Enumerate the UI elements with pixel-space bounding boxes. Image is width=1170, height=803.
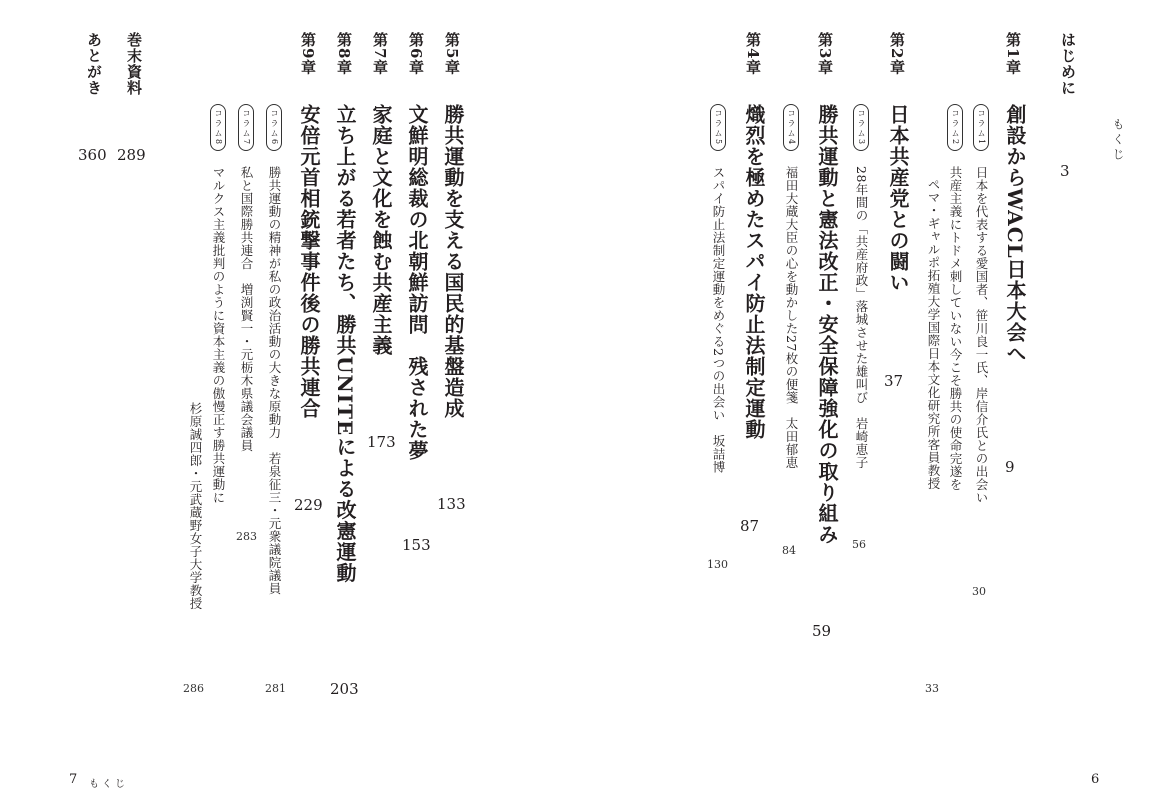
- column-1-title[interactable]: 日本を代表する愛国者、笹川良一氏、岸信介氏との出会い: [974, 166, 989, 504]
- column-2-badge: コラム2: [947, 104, 963, 151]
- chapter-9-title[interactable]: 安倍元首相銃撃事件後の勝共連合: [297, 104, 321, 419]
- chapter-5-page-number: 133: [437, 495, 466, 513]
- column-1-page-number: 30: [972, 585, 986, 598]
- column-3-badge: コラム3: [853, 104, 869, 151]
- chapter-9-page-number: 229: [294, 496, 323, 514]
- chapter-8-title[interactable]: 立ち上がる若者たち、勝共UNITEによる改憲運動: [333, 104, 357, 584]
- chapter-3-title[interactable]: 勝共運動と憲法改正・安全保障強化の取り組み: [815, 104, 839, 545]
- column-3-title[interactable]: 28年間の「共産府政」落城させた雄叫び 岩崎恵子: [854, 166, 869, 469]
- column-2-title[interactable]: 共産主義にトドメ刺していない今こそ勝共の使命完遂を: [948, 166, 963, 491]
- appendix-page-number: 289: [117, 146, 146, 164]
- column-5-page-number: 130: [707, 558, 728, 571]
- afterword-label[interactable]: あとがき: [85, 32, 103, 96]
- column-8-page-number: 286: [183, 682, 204, 695]
- chapter-1-label: 第1章: [1004, 32, 1022, 76]
- appendix-label[interactable]: 巻末資料: [125, 32, 143, 96]
- running-header: もくじ: [1111, 118, 1125, 163]
- chapter-5-label: 第5章: [443, 32, 461, 76]
- chapter-7-title[interactable]: 家庭と文化を蝕む共産主義: [369, 104, 393, 356]
- chapter-7-page-number: 173: [367, 433, 396, 451]
- column-7-badge: コラム7: [238, 104, 254, 151]
- column-7-page-number: 283: [236, 530, 257, 543]
- chapter-6-label: 第6章: [407, 32, 425, 76]
- column-6-title[interactable]: 勝共運動の精神が私の政治活動の大きな原動力 若泉征三・元衆議院議員: [267, 166, 282, 595]
- chapter-9-label: 第9章: [299, 32, 317, 76]
- column-1-badge: コラム1: [973, 104, 989, 151]
- chapter-8-page-number: 203: [330, 680, 359, 698]
- chapter-4-label: 第4章: [744, 32, 762, 76]
- column-5-badge: コラム5: [710, 104, 726, 151]
- column-4-page-number: 84: [782, 544, 796, 557]
- column-6-badge: コラム6: [266, 104, 282, 151]
- column-4-badge: コラム4: [783, 104, 799, 151]
- chapter-2-title[interactable]: 日本共産党との闘い: [886, 104, 910, 293]
- chapter-6-page-number: 153: [402, 536, 431, 554]
- chapter-6-title[interactable]: 文鮮明総裁の北朝鮮訪問 残された夢: [405, 104, 429, 461]
- column-3-page-number: 56: [852, 538, 866, 551]
- chapter-3-label: 第3章: [816, 32, 834, 76]
- right-folio: 6: [1091, 772, 1100, 787]
- column-8-author: 杉原誠四郎・元武蔵野女子大学教授: [188, 402, 203, 610]
- chapter-1-title[interactable]: 創設からWACL日本大会へ: [1003, 104, 1027, 364]
- column-4-title[interactable]: 福田大蔵大臣の心を動かした27枚の便箋 太田郁恵: [784, 166, 799, 469]
- chapter-1-page-number: 9: [1005, 458, 1015, 476]
- column-7-title[interactable]: 私と国際勝共連合 増渕賢一・元栃木県議会議員: [239, 166, 254, 452]
- intro-label[interactable]: はじめに: [1059, 32, 1077, 96]
- chapter-7-label: 第7章: [371, 32, 389, 76]
- intro-page-number: 3: [1060, 162, 1070, 180]
- column-2-page-number: 33: [925, 682, 939, 695]
- left-folio: 7: [69, 772, 78, 787]
- chapter-2-label: 第2章: [888, 32, 906, 76]
- column-8-title[interactable]: マルクス主義批判のように資本主義の傲慢正す勝共運動に: [211, 166, 226, 504]
- column-2-author: ペマ・ギャルポ拓殖大学国際日本文化研究所客員教授: [926, 178, 941, 490]
- chapter-8-label: 第8章: [335, 32, 353, 76]
- chapter-3-page-number: 59: [812, 622, 832, 640]
- chapter-2-page-number: 37: [884, 372, 904, 390]
- column-5-title[interactable]: スパイ防止法制定運動をめぐる2つの出会い 坂詰博: [711, 166, 726, 474]
- column-8-badge: コラム8: [210, 104, 226, 151]
- column-6-page-number: 281: [265, 682, 286, 695]
- chapter-4-title[interactable]: 熾烈を極めたスパイ防止法制定運動: [742, 104, 766, 440]
- left-footer-label: もくじ: [89, 779, 128, 790]
- chapter-4-page-number: 87: [740, 517, 760, 535]
- afterword-page-number: 360: [78, 146, 107, 164]
- chapter-5-title[interactable]: 勝共運動を支える国民的基盤造成: [441, 104, 465, 419]
